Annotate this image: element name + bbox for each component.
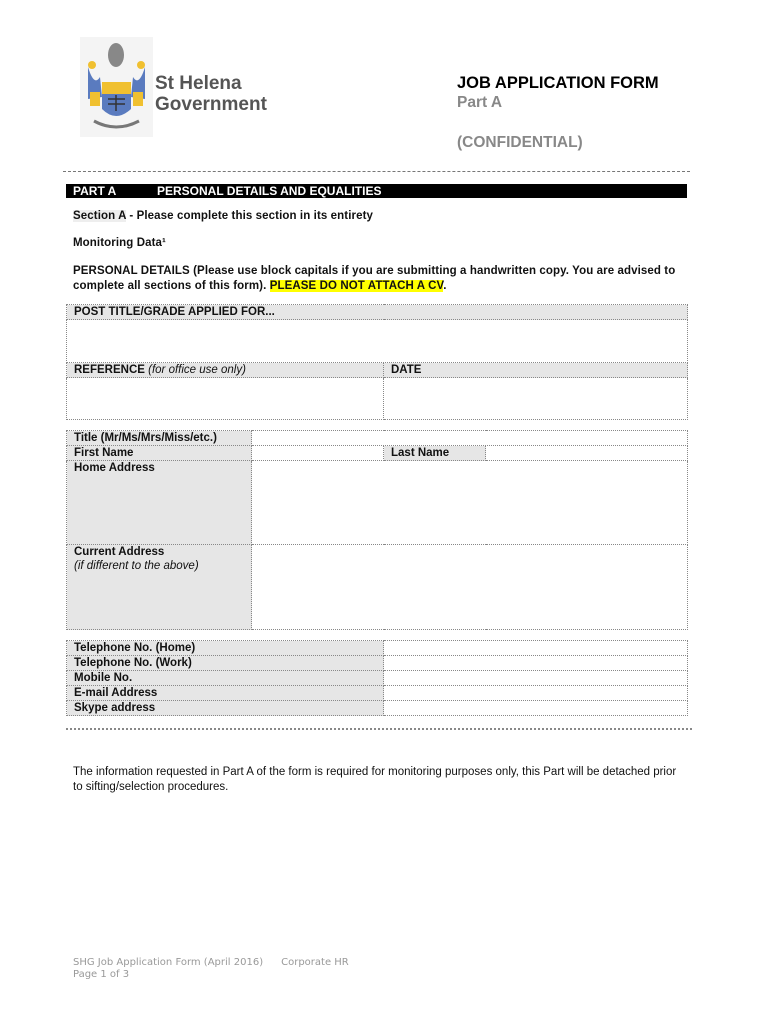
date-label: DATE	[384, 363, 688, 378]
period: .	[443, 280, 447, 292]
footer-department: Corporate HR	[281, 957, 349, 968]
organization-name	[155, 73, 267, 115]
home-address-label: Home Address	[67, 461, 252, 545]
post-table	[66, 304, 688, 420]
date-field[interactable]	[384, 378, 688, 420]
skype-label: Skype address	[67, 701, 384, 716]
section-bar-part: PART A	[73, 184, 117, 198]
telephone-work-field[interactable]	[384, 656, 688, 671]
post-title-label: POST TITLE/GRADE APPLIED FOR...	[67, 305, 688, 320]
telephone-home-field[interactable]	[384, 641, 688, 656]
section-bar-title: PERSONAL DETAILS AND EQUALITIES	[157, 184, 382, 198]
st-helena-coat-of-arms-logo	[80, 37, 153, 137]
email-field[interactable]	[384, 686, 688, 701]
title-field[interactable]	[252, 431, 688, 446]
form-title: JOB APPLICATION FORM	[457, 74, 659, 92]
telephone-home-label: Telephone No. (Home)	[67, 641, 384, 656]
first-name-label: First Name	[67, 446, 252, 461]
confidential-label: (CONFIDENTIAL)	[457, 134, 583, 151]
section-bar	[66, 184, 687, 198]
form-part: Part A	[457, 94, 503, 111]
telephone-work-label: Telephone No. (Work)	[67, 656, 384, 671]
current-address-note: (if different to the above)	[74, 560, 199, 572]
mobile-field[interactable]	[384, 671, 688, 686]
contact-table	[66, 640, 688, 716]
mobile-label: Mobile No.	[67, 671, 384, 686]
footer-page-number: Page 1 of 3	[73, 969, 130, 980]
last-name-label: Last Name	[384, 446, 486, 461]
section-label: Section A	[73, 210, 127, 222]
no-cv-warning: PLEASE DO NOT ATTACH A CV	[269, 280, 444, 292]
reference-label	[67, 363, 384, 378]
reference-field[interactable]	[67, 378, 384, 420]
email-label: E-mail Address	[67, 686, 384, 701]
current-address-text: Current Address	[74, 546, 165, 558]
reference-text: REFERENCE	[74, 364, 145, 376]
title-label: Title (Mr/Ms/Mrs/Miss/etc.)	[67, 431, 252, 446]
last-name-field[interactable]	[486, 446, 688, 461]
section-text: - Please complete this section in its entirety	[126, 210, 374, 222]
dotted-separator	[66, 728, 692, 730]
reference-note: (for office use only)	[144, 364, 246, 376]
org-line-1: St Helena	[155, 73, 242, 94]
current-address-label	[67, 545, 252, 630]
monitoring-info-text: The information requested in Part A of the form is required for monitoring purposes only, this Part will be detached prior to sifting/selection procedures.	[73, 766, 677, 793]
name-address-table	[66, 430, 688, 630]
personal-details-instructions	[73, 264, 688, 294]
section-instruction	[73, 209, 373, 224]
page-footer	[73, 957, 349, 981]
first-name-field[interactable]	[252, 446, 384, 461]
current-address-field[interactable]	[252, 545, 688, 630]
skype-field[interactable]	[384, 701, 688, 716]
header-divider	[63, 171, 690, 172]
footer-form-name: SHG Job Application Form (April 2016)	[73, 957, 264, 968]
personal-details-text: PERSONAL DETAILS (Please use block capitals if you are submitting a handwritten copy. You are advised to complete all sections of this form).	[73, 265, 676, 292]
monitoring-data-label: Monitoring Data¹	[73, 237, 166, 249]
post-title-field[interactable]	[67, 320, 688, 363]
org-line-2: Government	[155, 94, 267, 115]
home-address-field[interactable]	[252, 461, 688, 545]
